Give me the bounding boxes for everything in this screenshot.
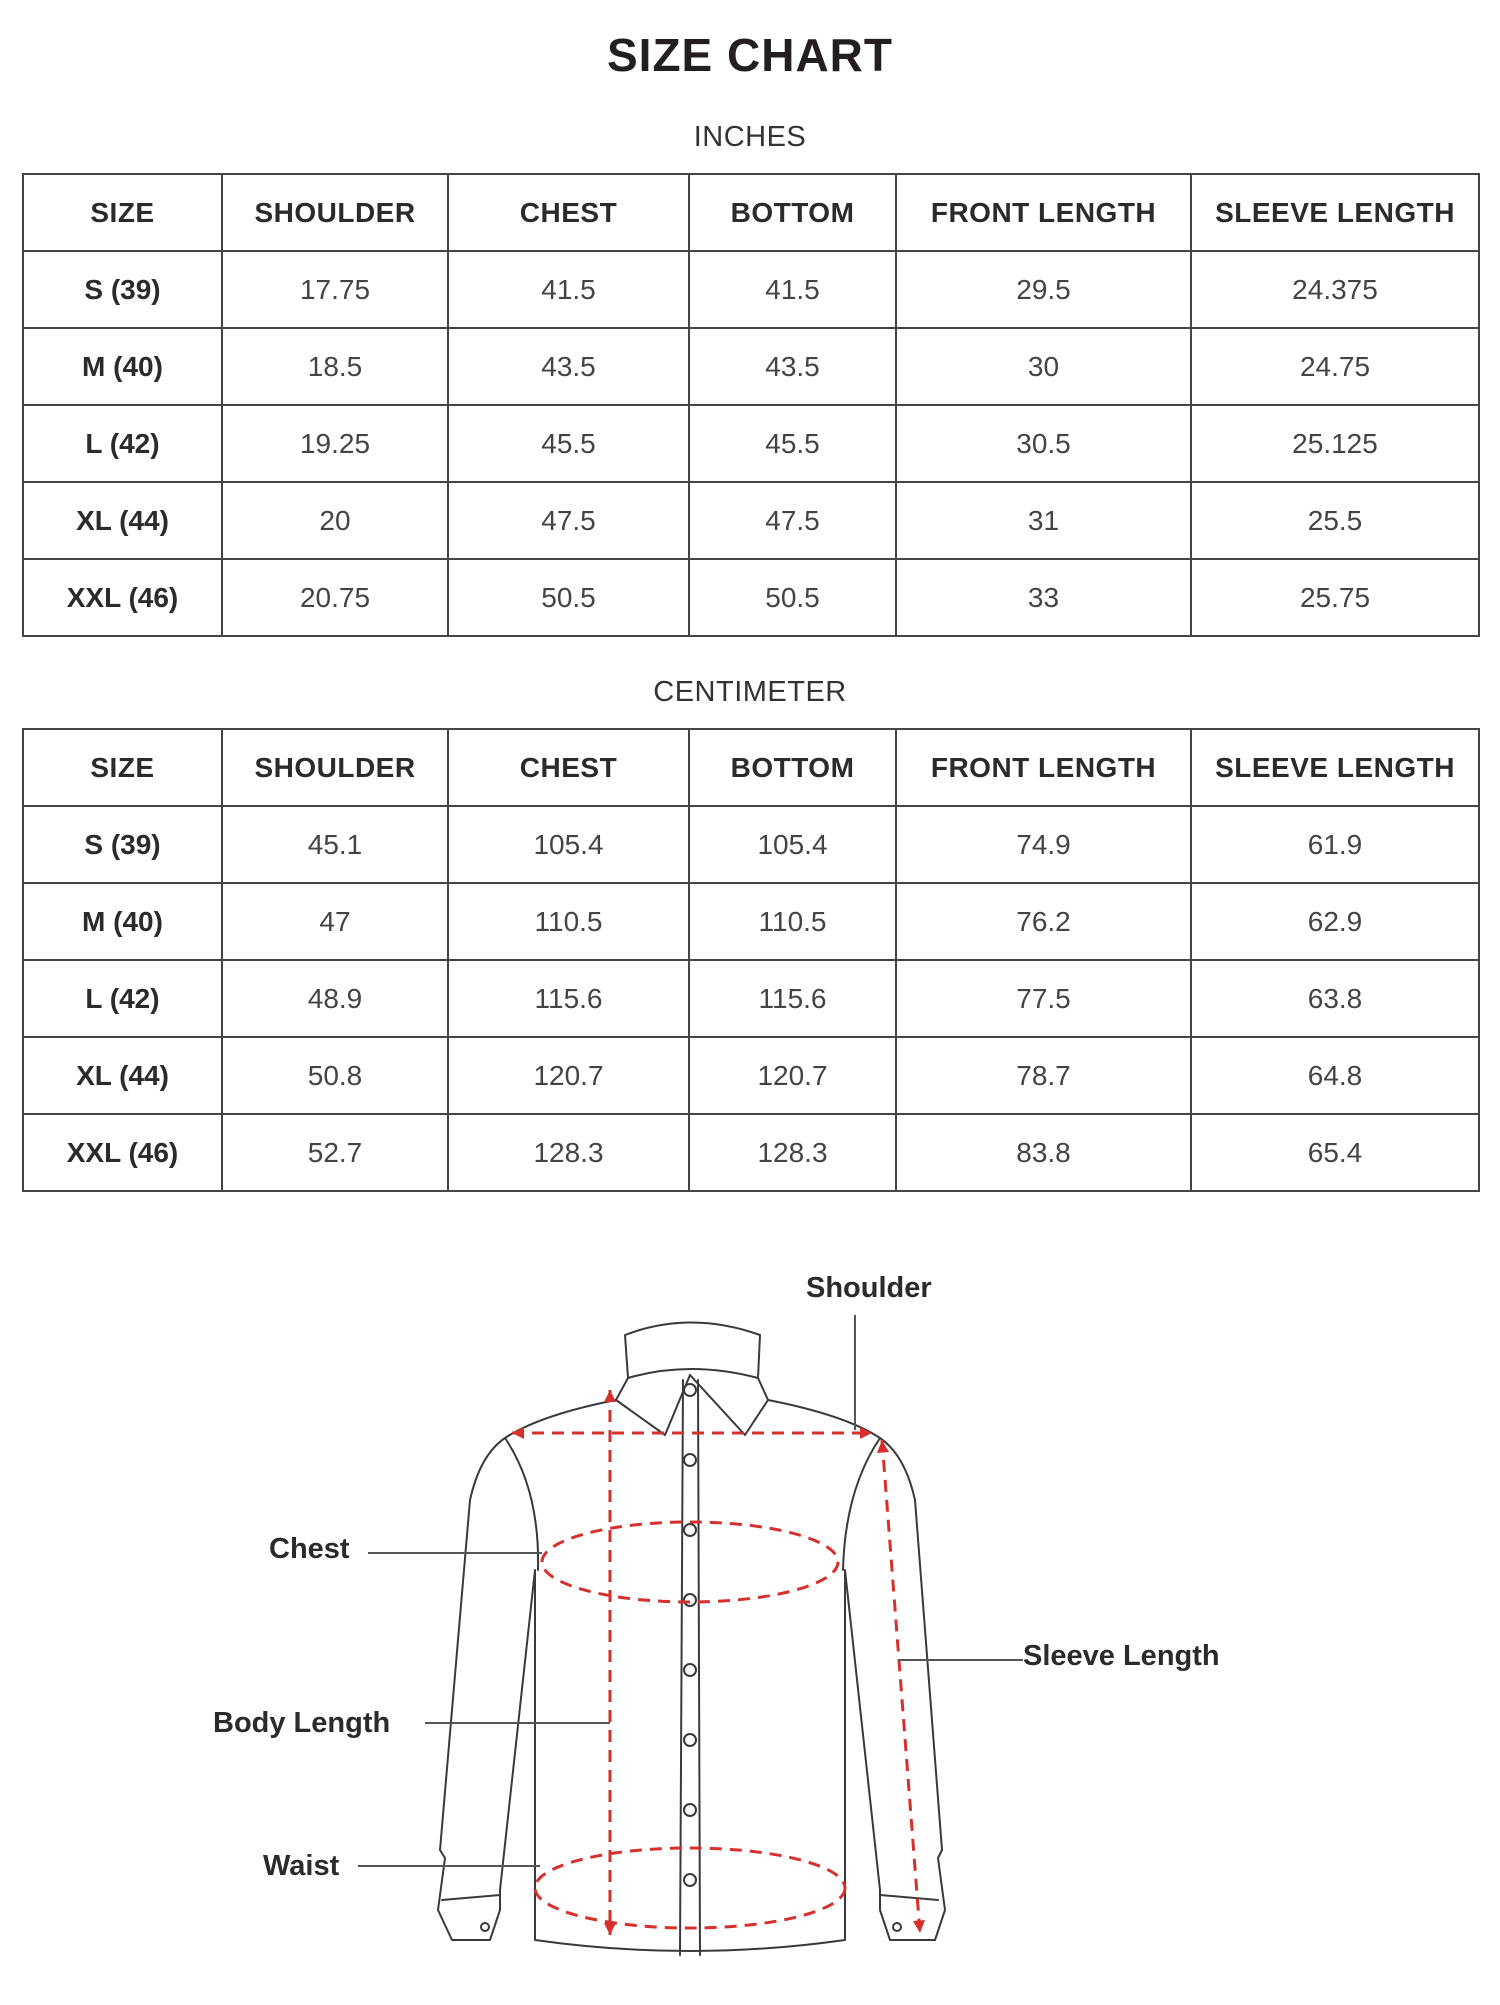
button [684,1384,696,1396]
sleeve-length-cell: 25.75 [1191,559,1479,636]
page-title: SIZE CHART [607,29,893,81]
front-length-cell: 78.7 [896,1037,1191,1114]
size-cell: XL (44) [23,1037,222,1114]
collar-right-wing [690,1375,768,1435]
column-header-chest: CHEST [448,729,689,806]
chest-label: Chest [269,1533,350,1565]
chest-cell: 45.5 [448,405,689,482]
button [684,1524,696,1536]
front-length-cell: 74.9 [896,806,1191,883]
column-header-sleeve-length: SLEEVE LENGTH [1191,729,1479,806]
bottom-cell: 120.7 [689,1037,896,1114]
bottom-cell: 110.5 [689,883,896,960]
cuff-button [893,1923,901,1931]
collar-outline [625,1323,760,1379]
table-row [23,251,1479,328]
inches-label: INCHES [693,121,807,153]
button [684,1804,696,1816]
chest-cell: 50.5 [448,559,689,636]
sleeve-length-measure-line [882,1440,920,1933]
shoulder-cell: 20 [222,482,448,559]
bottom-cell: 43.5 [689,328,896,405]
sleeve-length-cell: 64.8 [1191,1037,1479,1114]
button [684,1734,696,1746]
table-row [23,806,1479,883]
sleeve-length-cell: 25.5 [1191,482,1479,559]
size-cell: XXL (46) [23,1114,222,1191]
arrow-head [512,1427,524,1439]
waist-label: Waist [263,1850,340,1882]
button [684,1594,696,1606]
table-row [23,328,1479,405]
arrow-head [913,1920,925,1933]
table-row [23,960,1479,1037]
column-header-sleeve-length: SLEEVE LENGTH [1191,174,1479,251]
size-cell: S (39) [23,251,222,328]
front-length-cell: 33 [896,559,1191,636]
table-row [23,559,1479,636]
size-cell: M (40) [23,883,222,960]
bottom-cell: 128.3 [689,1114,896,1191]
chest-cell: 105.4 [448,806,689,883]
chest-cell: 110.5 [448,883,689,960]
size-cell: XL (44) [23,482,222,559]
chest-cell: 41.5 [448,251,689,328]
button [684,1454,696,1466]
size-cell: S (39) [23,806,222,883]
column-header-size: SIZE [23,174,222,251]
size-cell: M (40) [23,328,222,405]
shoulder-label: Shoulder [806,1272,932,1304]
size-cell: XXL (46) [23,559,222,636]
arrow-head [604,1923,616,1935]
shoulder-cell: 20.75 [222,559,448,636]
column-header-shoulder: SHOULDER [222,729,448,806]
cuff-button [481,1923,489,1931]
front-length-cell: 30.5 [896,405,1191,482]
sleeve-length-cell: 61.9 [1191,806,1479,883]
sleeve-length-cell: 24.375 [1191,251,1479,328]
table-row [23,482,1479,559]
front-length-cell: 30 [896,328,1191,405]
front-length-cell: 29.5 [896,251,1191,328]
shoulder-cell: 52.7 [222,1114,448,1191]
shoulder-cell: 19.25 [222,405,448,482]
centimeter-table [22,728,1480,1192]
shirt-illustration [0,1250,1500,2000]
chest-cell: 128.3 [448,1114,689,1191]
table-row [23,405,1479,482]
front-length-cell: 83.8 [896,1114,1191,1191]
arrow-head [860,1427,872,1439]
size-cell: L (42) [23,405,222,482]
sleeve-length-cell: 24.75 [1191,328,1479,405]
chest-cell: 115.6 [448,960,689,1037]
shoulder-cell: 18.5 [222,328,448,405]
size-cell: L (42) [23,960,222,1037]
column-header-bottom: BOTTOM [689,729,896,806]
column-header-front-length: FRONT LENGTH [896,729,1191,806]
column-header-shoulder: SHOULDER [222,174,448,251]
centimeter-label: CENTIMETER [653,676,847,708]
bottom-cell: 47.5 [689,482,896,559]
column-header-chest: CHEST [448,174,689,251]
bottom-cell: 45.5 [689,405,896,482]
shoulder-cell: 48.9 [222,960,448,1037]
bottom-cell: 115.6 [689,960,896,1037]
left-cuff [442,1895,500,1900]
table-row [23,883,1479,960]
left-armhole [505,1438,538,1570]
right-armhole [843,1438,880,1570]
front-length-cell: 77.5 [896,960,1191,1037]
button [684,1664,696,1676]
chest-cell: 120.7 [448,1037,689,1114]
shoulder-cell: 17.75 [222,251,448,328]
column-header-size: SIZE [23,729,222,806]
body-length-label: Body Length [213,1707,391,1739]
button [684,1874,696,1886]
inches-header-row [23,174,1479,251]
bottom-cell: 41.5 [689,251,896,328]
sleeve-length-cell: 63.8 [1191,960,1479,1037]
arrow-head [877,1440,889,1453]
table-row [23,1037,1479,1114]
front-length-cell: 31 [896,482,1191,559]
shoulder-cell: 45.1 [222,806,448,883]
sleeve-length-cell: 65.4 [1191,1114,1479,1191]
shirt-measurement-diagram [0,1250,1500,2000]
column-header-front-length: FRONT LENGTH [896,174,1191,251]
shoulder-cell: 47 [222,883,448,960]
bottom-cell: 105.4 [689,806,896,883]
shoulder-cell: 50.8 [222,1037,448,1114]
chest-cell: 43.5 [448,328,689,405]
sleeve-length-cell: 25.125 [1191,405,1479,482]
waist-measure-ellipse [535,1848,845,1928]
sleeve-length-cell: 62.9 [1191,883,1479,960]
centimeter-header-row [23,729,1479,806]
bottom-cell: 50.5 [689,559,896,636]
sleeve-length-label: Sleeve Length [1023,1640,1220,1672]
table-row [23,1114,1479,1191]
collar-left-wing [616,1375,690,1435]
right-cuff [880,1895,938,1900]
column-header-bottom: BOTTOM [689,174,896,251]
front-length-cell: 76.2 [896,883,1191,960]
chest-cell: 47.5 [448,482,689,559]
arrow-head [604,1390,616,1402]
inches-table [22,173,1480,637]
